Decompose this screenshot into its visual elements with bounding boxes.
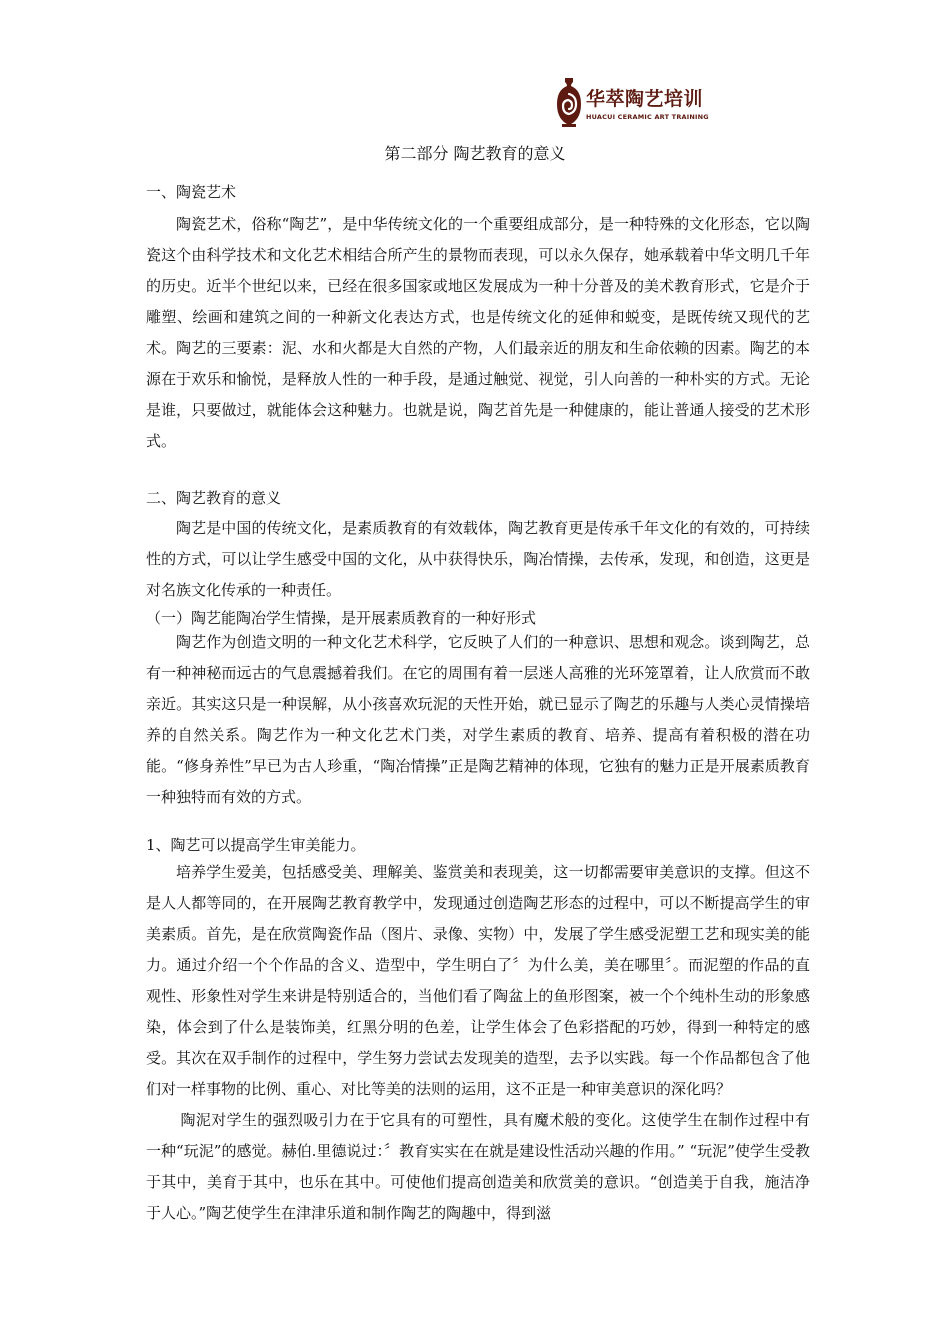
logo-english-name: HUACUI CERAMIC ART TRAINING — [586, 113, 709, 121]
subsection-heading-cultivate: （一）陶艺能陶冶学生情操，是开展素质教育的一种好形式 — [146, 609, 537, 627]
section-heading-ceramic-art: 一、陶瓷艺术 — [146, 183, 237, 201]
section-ceramic-art-body — [146, 209, 810, 457]
subsection-heading-aesthetic: 1、陶艺可以提高学生审美能力。 — [146, 836, 366, 854]
paragraph: 培养学生爱美，包括感受美、理解美、鉴赏美和表现美，这一切都需要审美意识的支撑。但这不是人人都等同的，在开展陶艺教育教学中，发现通过创造陶艺形态的过程中，可以不断提高学生的审美素质。首先，是在欣赏陶瓷作品（图片、录像、实物）中，发展了学生感受泥塑工艺和现实美的能力。通过介绍一个个作品的含义、造型中，学生明白了〞为什么美，美在哪里〞。而泥塑的作品的直观性、形象性对学生来讲是特别适合的，当他们看了陶盆上的鱼形图案，被一个个纯朴生动的形象感染，体会到了什么是装饰美，红黑分明的色差，让学生体会了色彩搭配的巧妙，得到一种特定的感受。其次在双手制作的过程中，学生努力尝试去发现美的造型，去予以实践。每一个作品都包含了他们对一样事物的比例、重心、对比等美的法则的运用，这不正是一种审美意识的深化吗？ — [146, 863, 810, 1098]
paragraph: 陶艺是中国的传统文化，是素质教育的有效载体，陶艺教育更是传承千年文化的有效的，可持续性的方式，可以让学生感受中国的文化，从中获得快乐，陶冶情操，去传承，发现，和创造，这更是对名族文化传承的一种责任。 — [146, 519, 810, 599]
section-education-meaning-body — [146, 513, 810, 606]
logo-name: 华萃陶艺培训 — [586, 88, 704, 110]
subsection-aesthetic-body — [146, 857, 810, 1229]
subsection-cultivate-body — [146, 627, 810, 813]
paragraph: 陶泥对学生的强烈吸引力在于它具有的可塑性，具有魔术般的变化。这使学生在制作过程中有一种“玩泥”的感觉。赫伯.里德说过：〞教育实实在在就是建设性活动兴趣的作用。” “玩泥”使学生受教于其中，美育于其中，也乐在其中。可使他们提高创造美和欣赏美的意识。“创造美于自我，施洁净于人心。”陶艺使学生在津津乐道和制作陶艺的陶趣中，得到滋 — [146, 1111, 810, 1222]
vase-spiral-icon — [554, 76, 584, 128]
page-title: 第二部分 陶艺教育的意义 — [384, 144, 566, 163]
paragraph: 陶艺作为创造文明的一种文化艺术科学，它反映了人们的一种意识、思想和观念。谈到陶艺，总有一种神秘而远古的气息震撼着我们。在它的周围有着一层迷人高雅的光环笼罩着，让人欣赏而不敢亲近。其实这只是一种误解，从小孩喜欢玩泥的天性开始，就已显示了陶艺的乐趣与人类心灵情操培养的自然关系。陶艺作为一种文化艺术门类，对学生素质的教育、培养、提高有着积极的潜在功能。“修身养性”早已为古人珍重，“陶冶情操”正是陶艺精神的体现，它独有的魅力正是开展素质教育一种独特而有效的方式。 — [146, 633, 810, 806]
paragraph: 陶瓷艺术，俗称“陶艺”，是中华传统文化的一个重要组成部分，是一种特殊的文化形态，它以陶瓷这个由科学技术和文化艺术相结合所产生的景物而表现，可以永久保存，她承载着中华文明几千年的历史。近半个世纪以来，已经在很多国家或地区发展成为一种十分普及的美术教育形式，它是介于雕塑、绘画和建筑之间的一种新文化表达方式，也是传统文化的延伸和蜕变，是既传统又现代的艺术。陶艺的三要素：泥、水和火都是大自然的产物，人们最亲近的朋友和生命依赖的因素。陶艺的本源在于欢乐和愉悦，是释放人性的一种手段，是通过触觉、视觉，引人向善的一种朴实的方式。无论是谁，只要做过，就能体会这种魅力。也就是说，陶艺首先是一种健康的，能让普通人接受的艺术形式。 — [146, 215, 810, 450]
section-heading-education-meaning: 二、陶艺教育的意义 — [146, 489, 282, 507]
